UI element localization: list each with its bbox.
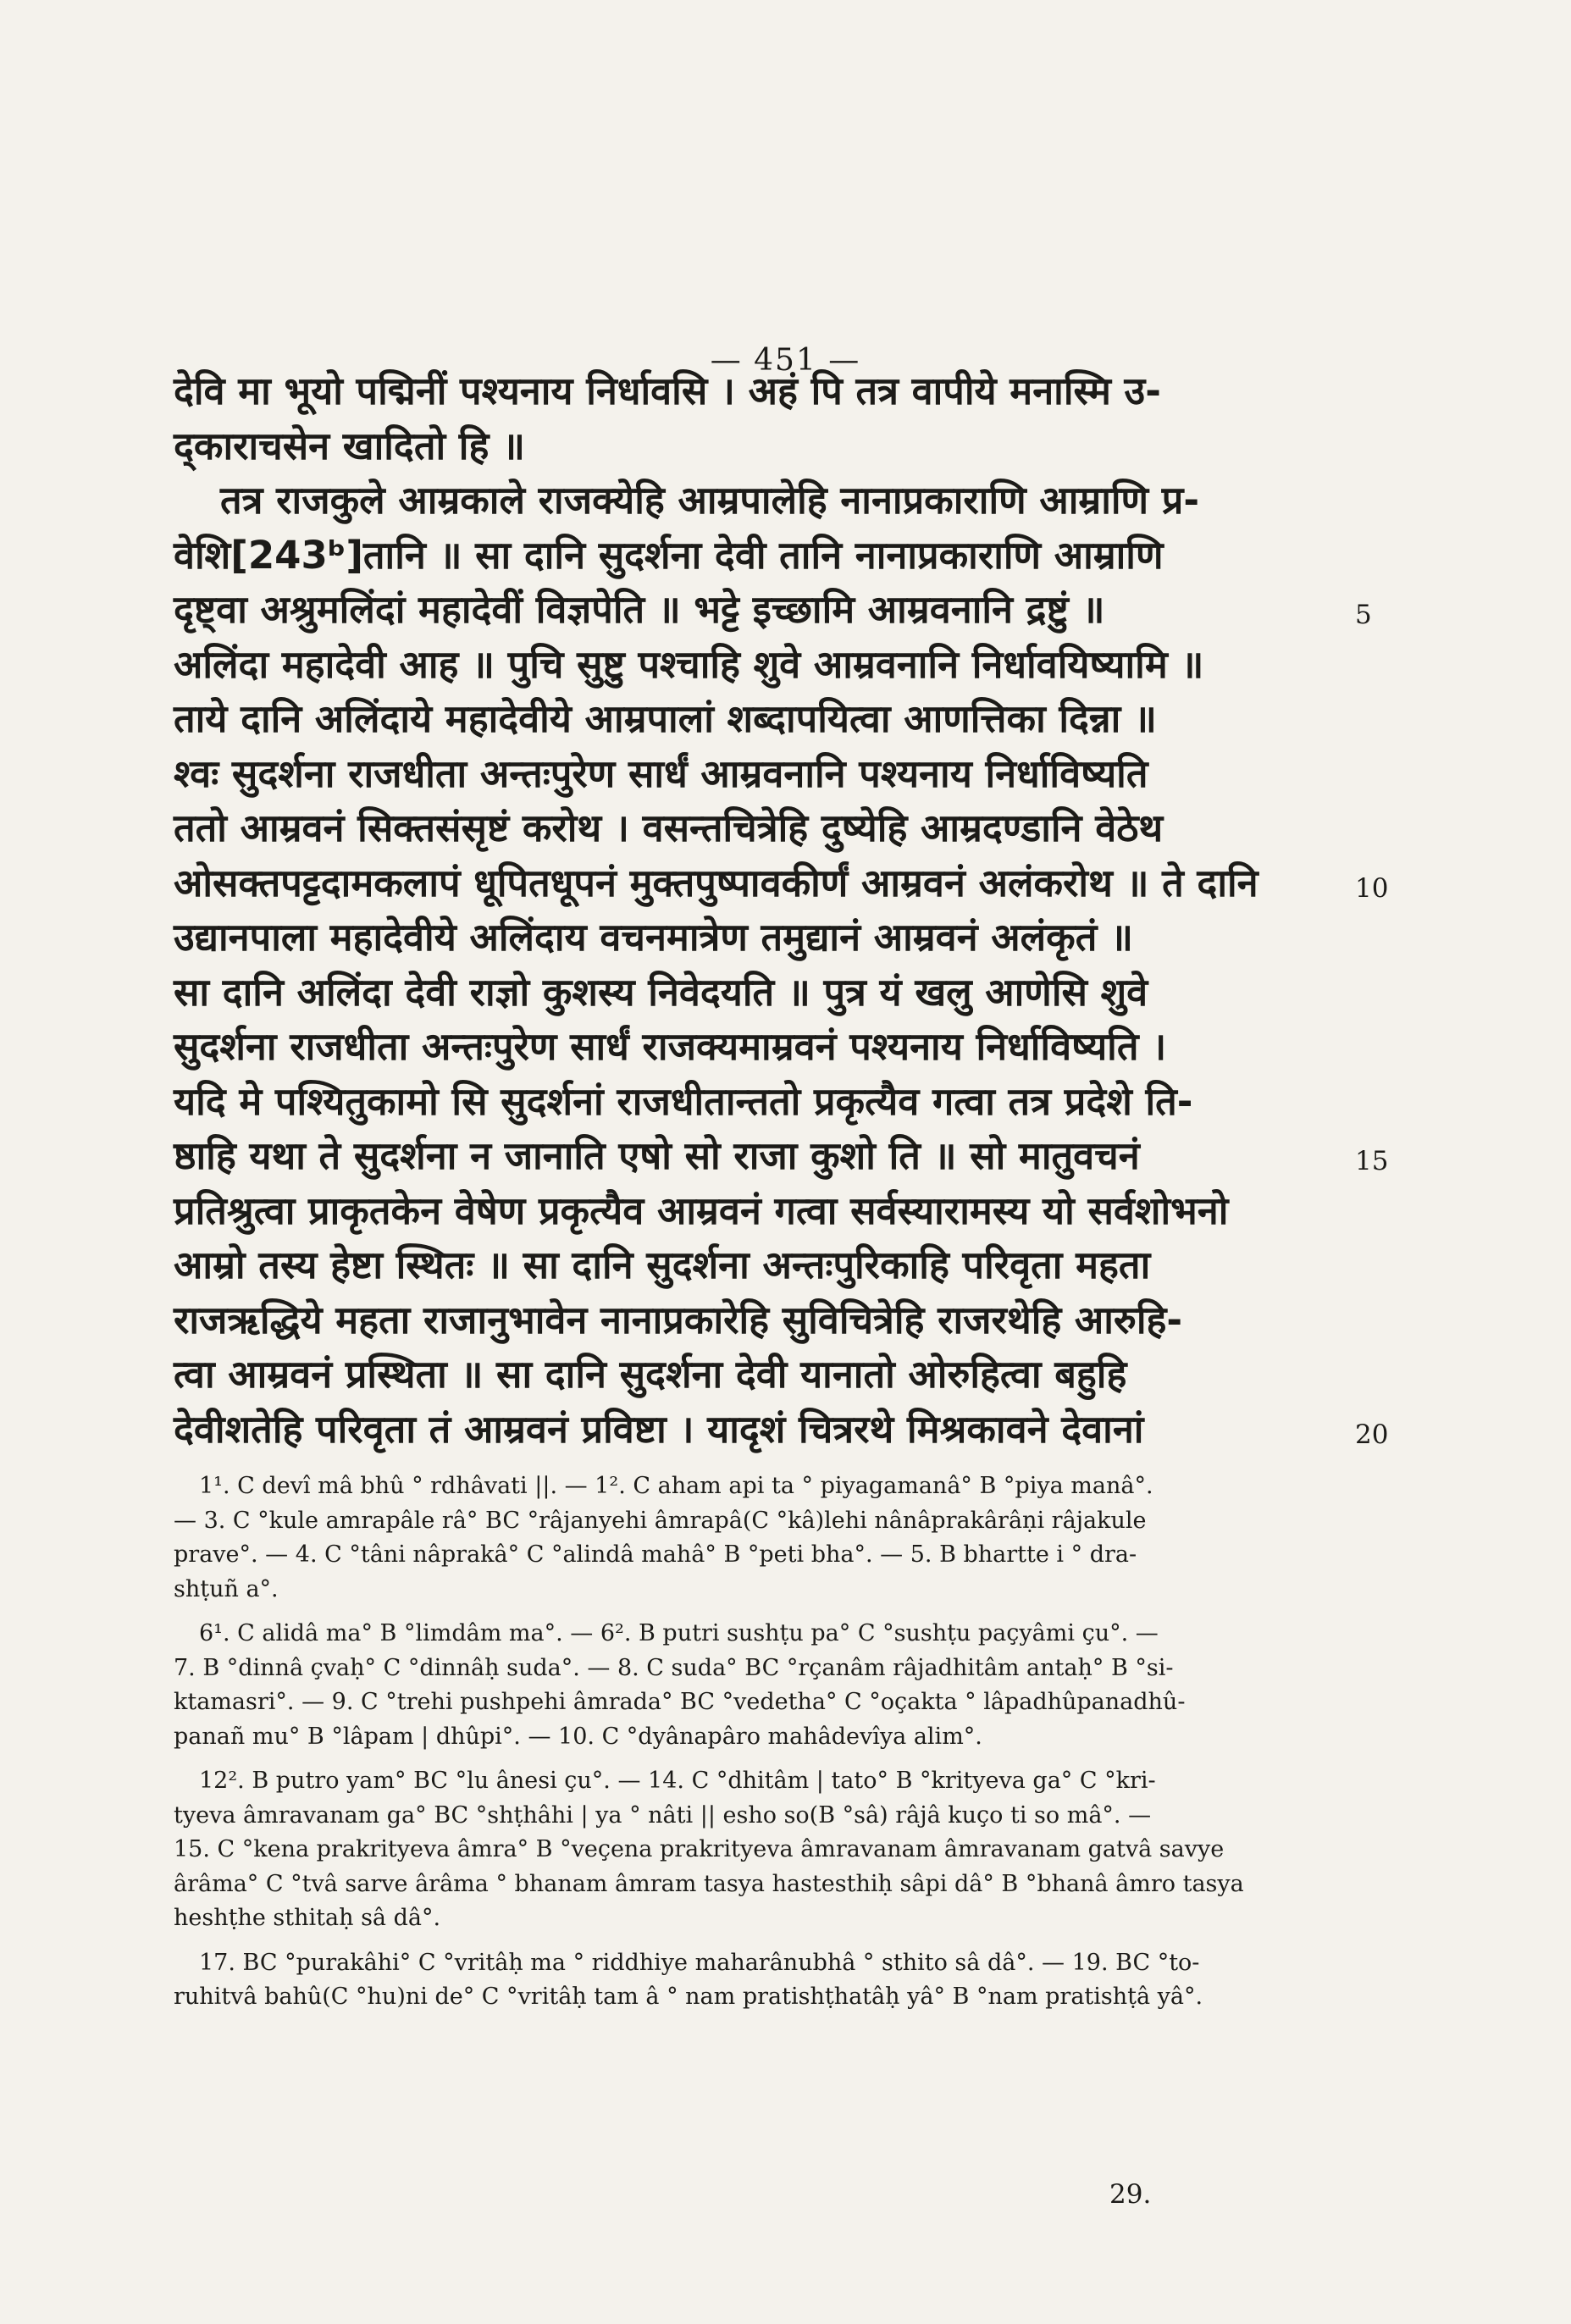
text-line: ओसक्तपट्टदामकलापं धूपितधूपनं मुक्तपुष्पावकीर्णं आम्रवनं अलंकरोथ ॥ ते दानि 10 [174, 856, 1317, 911]
text-line: देवि मा भूयो पद्मिनीं पश्यनाय निर्धावसि । अहं पि तत्र वापीये मनास्मि उ- [174, 368, 1161, 413]
footnote-line: tyeva âmravanam ga° BC °shṭhâhi | ya ° nâti || esho so(B °sâ) râjâ kuço ti so mâ°. — [174, 1801, 1152, 1829]
text-line: आम्रो तस्य हेष्टा स्थितः ॥ सा दानि सुदर्शना अन्तःपुरिकाहि परिवृता महता [174, 1242, 1151, 1287]
text-line: राजऋद्धिये महता राजानुभावेन नानाप्रकारेहि सुविचित्रेहि राजरथेहि आरुहि- [174, 1297, 1183, 1342]
text-line: ष्ठाहि यथा ते सुदर्शना न जानाति एषो सो राजा कुशो ति ॥ सो मातुवचनं 15 [174, 1129, 1317, 1184]
footnote-paragraph [174, 1764, 1266, 1936]
text-line: ततो आम्रवनं सिक्तसंसृष्टं करोथ । वसन्तचित्रेहि दुष्येहि आम्रदण्डानि वेठेथ [174, 805, 1164, 850]
text-line: ताये दानि अलिंदाये महादेवीये आम्रपालां शब्दापयित्वा आणत्तिका दिन्ना ॥ [174, 696, 1157, 741]
footnote-line: 1¹. C devî mâ bhû ° rdhâvati ||. — 1². C aham api ta ° piyagamanâ° B °piya manâ°. [199, 1473, 1153, 1499]
signature-mark: 29. [1109, 2179, 1152, 2210]
footnote-line: 17. BC °purakâhi° C °vritâḥ ma ° riddhiye maharânubhâ ° sthito sâ dâ°. — 19. BC °to- [199, 1949, 1200, 1976]
text-line: तत्र राजकुले आम्रकाले राजक्येहि आम्रपालेहि नानाप्रकाराणि आम्राणि प्र- [220, 478, 1200, 523]
text-line: सुदर्शना राजधीता अन्तःपुरेण सार्धं राजक्यमाम्रवनं पश्यनाय निर्धाविष्यति । [174, 1024, 1167, 1069]
footnote-paragraph [174, 1617, 1266, 1754]
footnote-line: — 3. C °kule amrapâle râ° BC °râjanyehi âmrapâ(C °kâ)lehi nânâprakârâṇi râjakule [174, 1507, 1147, 1534]
text-line: यदि मे पश्यितुकामो सि सुदर्शनां राजधीतान्ततो प्रकृत्यैव गत्वा तत्र प्रदेशे ति- [174, 1078, 1193, 1124]
text-line: अलिंदा महादेवी आह ॥ पुचि सुष्टु पश्चाहि शुवे आम्रवनानि निर्धावयिष्यामि ॥ [174, 641, 1204, 687]
line-number: 15 [1355, 1146, 1389, 1176]
footnote-line: 15. C °kena prakrityeva âmra° B °veçena prakrityeva âmravanam âmravanam gatvâ savye [174, 1836, 1225, 1862]
footnote-line: 6¹. C alidâ ma° B °limdâm ma°. — 6². B putri sushṭu pa° C °sushṭu paçyâmi çu°. — [199, 1620, 1159, 1646]
footnote-line: prave°. — 4. C °tâni nâprakâ° C °alindâ mahâ° B °peti bha°. — 5. B bhartte i ° dra- [174, 1541, 1137, 1568]
footnote-line: 12². B putro yam° BC °lu ânesi çu°. — 14. C °dhitâm | tato° B °krityeva ga° C °kri- [199, 1768, 1156, 1794]
footnote-line: ktamasri°. — 9. C °trehi pushpehi âmrada° BC °vedetha° C °oçakta ° lâpadhûpanadhû- [174, 1689, 1186, 1715]
text-line: द्‍काराचसेन खादितो हि ॥ [174, 423, 525, 468]
footnote-line: 7. B °dinnâ çvaḥ° C °dinnâḥ suda°. — 8. C suda° BC °rçanâm râjadhitâm antaḥ° B °si- [174, 1654, 1174, 1681]
text-line: वेशि[243ᵇ]तानि ॥ सा दानि सुदर्शना देवी तानि नानाप्रकाराणि आम्राणि [174, 532, 1164, 578]
footnote-paragraph [174, 1469, 1266, 1607]
text-line: देवीशतेहि परिवृता तं आम्रवनं प्रविष्टा । यादृशं चित्ररथे मिश्रकावने देवानां 20 [174, 1403, 1317, 1458]
text-line: दृष्ट्वा अश्रुमलिंदां महादेवीं विज्ञपेति ॥ भट्टे इच्छामि आम्रवनानि द्रष्टुं ॥ 5 [174, 583, 1317, 638]
main-text [174, 364, 1389, 1457]
footnote-line: panañ mu° B °lâpam | dhûpi°. — 10. C °dyânapâro mahâdevîya alim°. [174, 1723, 982, 1750]
line-number: 20 [1355, 1419, 1389, 1450]
line-number: 5 [1355, 600, 1372, 630]
footnote-line: ruhitvâ bahû(C °hu)ni de° C °vritâḥ tam â ° nam pratishṭhatâḥ yâ° B °nam pratishṭâ yâ°. [174, 1984, 1203, 2010]
footnote-paragraph [174, 1946, 1266, 2015]
footnote-line: ârâma° C °tvâ sarve ârâma ° bhanam âmram tasya hastesthiḥ sâpi dâ° B °bhanâ âmro tasya [174, 1870, 1244, 1897]
text-line: प्रतिश्रुत्वा प्राकृतकेन वेषेण प्रकृत्यैव आम्रवनं गत्वा सर्वस्यारामस्य यो सर्वशोभनो [174, 1187, 1229, 1233]
text-line: उद्यानपाला महादेवीये अलिंदाय वचनमात्रेण तमुद्यानं आम्रवनं अलंकृतं ॥ [174, 915, 1134, 960]
text-line: त्वा आम्रवनं प्रस्थिता ॥ सा दानि सुदर्शना देवी यानातो ओरुहित्वा बहुहि [174, 1352, 1127, 1397]
footnote-line: shṭuñ a°. [174, 1575, 279, 1602]
text-line: सा दानि अलिंदा देवी राज्ञो कुशस्य निवेदयति ॥ पुत्र यं खलु आणेसि शुवे [174, 969, 1148, 1015]
footnote-line: heshṭhe sthitaḥ sâ dâ°. [174, 1905, 441, 1931]
footnotes [174, 1469, 1266, 2025]
line-number: 10 [1355, 872, 1389, 904]
page-number: — 451 — [710, 343, 861, 378]
text-line: श्वः सुदर्शना राजधीता अन्तःपुरेण सार्धं आम्रवनानि पश्यनाय निर्धाविष्यति [174, 750, 1148, 796]
